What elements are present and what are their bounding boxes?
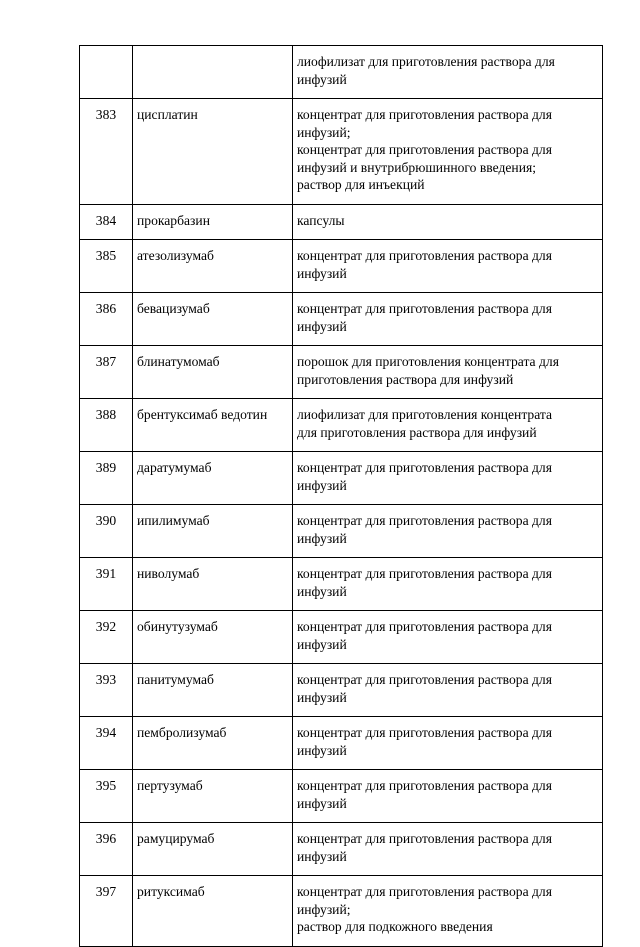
- drug-name: атезолизумаб: [133, 240, 293, 293]
- dosage-form: концентрат для приготовления раствора для инфузий: [293, 293, 603, 346]
- drug-name: рамуцирумаб: [133, 823, 293, 876]
- table-row: [80, 293, 603, 346]
- drug-name: даратумумаб: [133, 452, 293, 505]
- table-row: [80, 46, 603, 99]
- table-row: [80, 505, 603, 558]
- drug-table: [79, 45, 603, 947]
- row-number: 389: [80, 452, 133, 505]
- dosage-form: концентрат для приготовления раствора для инфузий: [293, 717, 603, 770]
- dosage-form: лиофилизат для приготовления концентрата для приготовления раствора для инфузий: [293, 399, 603, 452]
- dosage-form: концентрат для приготовления раствора для инфузий: [293, 240, 603, 293]
- row-number: 392: [80, 611, 133, 664]
- row-number: 394: [80, 717, 133, 770]
- table-row: [80, 452, 603, 505]
- drug-name: [133, 46, 293, 99]
- table-row: [80, 99, 603, 205]
- dosage-form: капсулы: [293, 204, 603, 240]
- table-row: [80, 346, 603, 399]
- dosage-form: концентрат для приготовления раствора для инфузий: [293, 452, 603, 505]
- dosage-form: концентрат для приготовления раствора для инфузий: [293, 611, 603, 664]
- table-row: [80, 399, 603, 452]
- document-page: [79, 45, 602, 947]
- dosage-form: лиофилизат для приготовления раствора для инфузий: [293, 46, 603, 99]
- row-number: 391: [80, 558, 133, 611]
- row-number: [80, 46, 133, 99]
- row-number: 385: [80, 240, 133, 293]
- drug-name: ритуксимаб: [133, 876, 293, 947]
- dosage-form: концентрат для приготовления раствора для инфузий; раствор для подкожного введения: [293, 876, 603, 947]
- dosage-form: концентрат для приготовления раствора для инфузий: [293, 505, 603, 558]
- row-number: 393: [80, 664, 133, 717]
- drug-name: прокарбазин: [133, 204, 293, 240]
- row-number: 395: [80, 770, 133, 823]
- row-number: 384: [80, 204, 133, 240]
- drug-name: обинутузумаб: [133, 611, 293, 664]
- table-row: [80, 717, 603, 770]
- dosage-form: концентрат для приготовления раствора для инфузий: [293, 770, 603, 823]
- drug-name: ниволумаб: [133, 558, 293, 611]
- table-row: [80, 204, 603, 240]
- table-row: [80, 240, 603, 293]
- dosage-form: концентрат для приготовления раствора для инфузий; концентрат для приготовления раствора для инфузий и внутрибрюшинного введения; раствор для инъекций: [293, 99, 603, 205]
- table-row: [80, 876, 603, 947]
- drug-name: бевацизумаб: [133, 293, 293, 346]
- drug-name: брентуксимаб ведотин: [133, 399, 293, 452]
- dosage-form: концентрат для приготовления раствора для инфузий: [293, 823, 603, 876]
- table-row: [80, 664, 603, 717]
- row-number: 383: [80, 99, 133, 205]
- row-number: 386: [80, 293, 133, 346]
- table-row: [80, 558, 603, 611]
- drug-name: цисплатин: [133, 99, 293, 205]
- drug-name: блинатумомаб: [133, 346, 293, 399]
- row-number: 388: [80, 399, 133, 452]
- row-number: 387: [80, 346, 133, 399]
- table-row: [80, 770, 603, 823]
- drug-name: ипилимумаб: [133, 505, 293, 558]
- table-row: [80, 611, 603, 664]
- drug-name: пембролизумаб: [133, 717, 293, 770]
- table-row: [80, 823, 603, 876]
- row-number: 396: [80, 823, 133, 876]
- drug-name: пертузумаб: [133, 770, 293, 823]
- row-number: 390: [80, 505, 133, 558]
- drug-name: панитумумаб: [133, 664, 293, 717]
- dosage-form: порошок для приготовления концентрата для приготовления раствора для инфузий: [293, 346, 603, 399]
- dosage-form: концентрат для приготовления раствора для инфузий: [293, 558, 603, 611]
- dosage-form: концентрат для приготовления раствора для инфузий: [293, 664, 603, 717]
- row-number: 397: [80, 876, 133, 947]
